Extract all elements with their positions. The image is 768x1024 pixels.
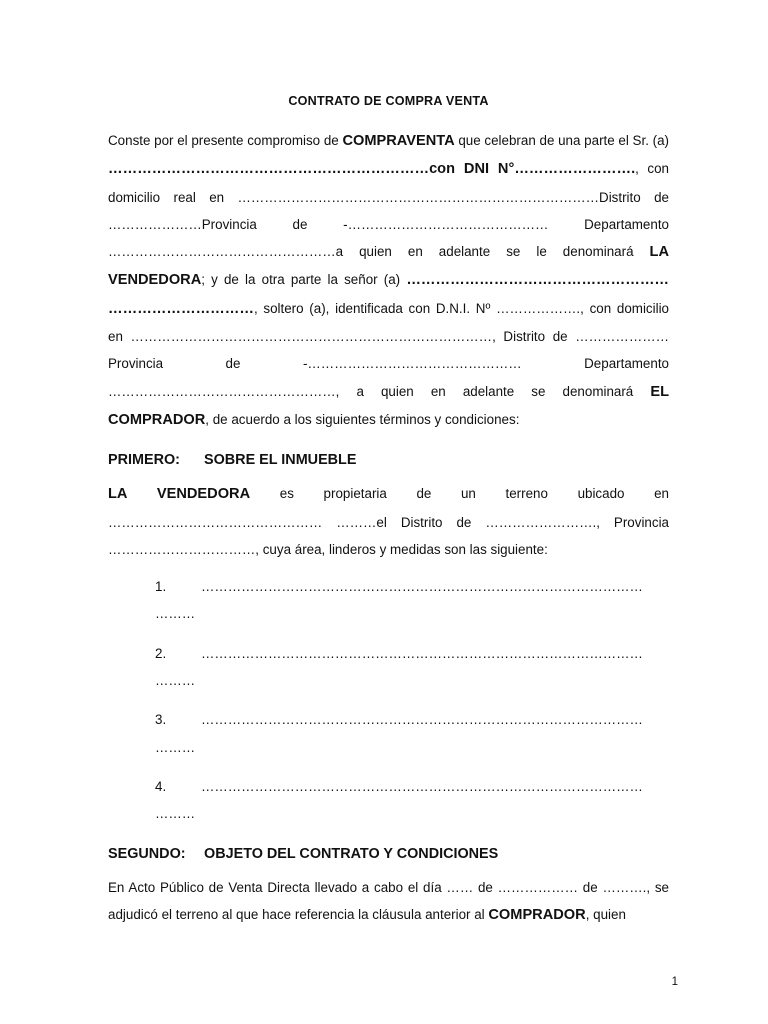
section-1-label: PRIMERO: <box>108 452 180 469</box>
intro-text-6: , de acuerdo a los siguientes términos y condiciones: <box>205 411 520 427</box>
intro-text-5: , soltero (a), identificada con D.N.I. Nº ………………., con domicilio en ………………………………………………………………………, Distrito de …………………Provincia de -………………………………………… Departamento ……………………………………………, a quien en adelante se denominará <box>108 300 669 399</box>
intro-bold-la-vendedora: LA VENDEDORA <box>108 244 669 289</box>
intro-paragraph <box>108 127 669 434</box>
document-page <box>108 88 669 929</box>
list-item-blank-cont: ……… <box>155 739 196 755</box>
list-item-number: 2. <box>155 645 167 661</box>
list-item-blank-cont: ……… <box>155 806 196 822</box>
intro-bold-compraventa: COMPRAVENTA <box>342 133 455 149</box>
intro-text-2: que celebran de una parte el Sr. (a) <box>454 133 670 148</box>
list-item <box>108 640 669 695</box>
page-number: 1 <box>671 976 678 988</box>
section-2-title: OBJETO DEL CONTRATO Y CONDICIONES <box>204 845 499 862</box>
list-item-blank-cont: ……… <box>155 673 196 689</box>
section-1-text: es propietaria de un terreno ubicado en ………………………………………… ………el Distrito de ……………………., Provincia ……………………………, cuya área, linderos y medidas son las siguiente: <box>108 486 669 557</box>
intro-text-4: ; y de la otra parte la señor (a) <box>201 272 407 288</box>
section-2-label: SEGUNDO: <box>108 845 186 862</box>
section-1-title: SOBRE EL INMUEBLE <box>204 452 357 469</box>
list-item-blank: ……………………………………………………………………………………… <box>201 645 643 661</box>
list-item <box>108 573 669 628</box>
boundaries-list <box>108 573 669 827</box>
intro-text-1: Conste por el presente compromiso de <box>108 133 343 148</box>
list-item <box>108 706 669 761</box>
section-2-heading <box>108 846 669 862</box>
section-1-bold-la-vendedora: LA VENDEDORA <box>108 486 251 503</box>
section-1-heading <box>108 452 669 468</box>
section-2-text-1: En Acto Público de Venta Directa llevado a cabo el día …… de ……………… de ………., se adjudicó el terreno al que hace referencia la cláusula anterior al <box>108 879 669 922</box>
list-item-blank: ……………………………………………………………………………………… <box>201 712 643 728</box>
list-item <box>108 773 669 828</box>
section-2-bold-comprador: COMPRADOR <box>488 906 586 923</box>
intro-bold-el-comprador: EL COMPRADOR <box>108 383 669 428</box>
list-item-number: 1. <box>155 579 167 595</box>
intro-bold-buyer-blank: ……………………………………………… ………………………… <box>108 272 669 317</box>
list-item-blank: ……………………………………………………………………………………… <box>201 778 643 794</box>
list-item-number: 3. <box>155 712 167 728</box>
document-title: CONTRATO DE COMPRA VENTA <box>288 94 489 108</box>
section-2-paragraph <box>108 874 669 930</box>
intro-bold-seller-blank: …………………………………………………………con DNI N°……………………. <box>108 161 636 178</box>
list-item-blank: ……………………………………………………………………………………… <box>201 579 643 595</box>
intro-text-3: , con domicilio real en ………………………………………………………………………Distrito de …………………Provincia de -……………………………………… Departamento ……………………………………………a quien en adelante se le denominará <box>108 161 669 260</box>
list-item-blank-cont: ……… <box>155 606 196 622</box>
list-item-number: 4. <box>155 778 167 794</box>
section-2-text-2: , quien <box>585 906 626 922</box>
section-1-paragraph <box>108 480 669 563</box>
